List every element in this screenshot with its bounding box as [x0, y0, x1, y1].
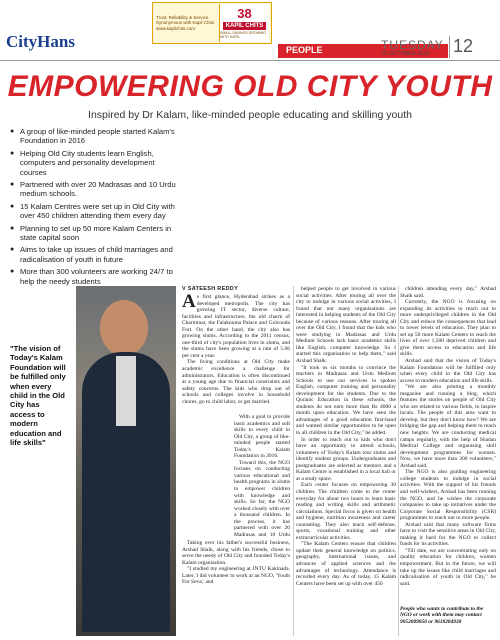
article-paragraph: The living conditions at Old City make academic excellence a challenge for administrators. Education is often discontinued at a young age due to financial constraints and safety concerns. The kids who drop out of schools and colleges involve in household chores, go to child labor, or get married.: [182, 359, 290, 405]
article-paragraph: "I studied my engineering at JNTU Kakinada. Later, I did volunteer to work at an NGO, 'Youth For Seva,' and: [182, 566, 290, 586]
section-label[interactable]: PEOPLE: [286, 45, 323, 55]
highlight-item: ● Planning to set up 50 more Kalam Centers in state capital soon: [10, 224, 182, 243]
pull-quote: "The vision of Today's Kalam Foundation will be fulfilled only when every child in the Old City has access to modern education and life skills": [10, 344, 66, 448]
highlights-list: [10, 127, 182, 289]
article-paragraph: Arshad said that many software firms have to visit the sensitive areas in Old City, making it hard for the NGO to collect funds for its activities.: [400, 521, 496, 548]
ad-tagline: SMALL SAVINGS GROWING WITH KAPIL: [220, 31, 267, 39]
article-paragraph: Toward this, the NGO focuses on conducting various educational and health programs in slums to empower children with knowledge and skills. So far, the NGO worked closely with over a thousand children. In the process, it has partnered with over 20 Madrasas and 10 Urdu: [234, 459, 290, 538]
portrait-photo: [76, 286, 176, 636]
ad-text: Trust, Reliability & Service Synonymous with Kapil Chits www.kapilchits.com: [156, 14, 215, 31]
article-paragraph: Currently, the NGO is focusing on expanding its activities to reach out to more underprivileged children in the Old City and reduce the consequences that lead to lower levels of education. They plan to set up 50 more Kalam Centers to reach the lives of over 1,500 deprived children and give them access to education and life skills.: [400, 299, 496, 358]
headline: EMPOWERING OLD CITY YOUTH: [7, 70, 493, 103]
highlight-item: ● 15 Kalam Centres were set up in Old City with over 450 children attending them every day: [10, 202, 182, 221]
article-paragraph: Each center focuses on empowering 30 children. The children come to the center everyday for about two hours to learn basic reading and writing skills and arithmetic calculations. Special focus is given on health and hygiene, nutrition awareness and career counseling. They also teach self-defense, sports, vocational training and other extracurricular activities.: [296, 482, 396, 541]
article-column-1b: [234, 414, 290, 538]
article-paragraph: The NGO is also guiding engineering college students to indulge in social activities. With the support of his friends and well-wishers, Arshad has been running the NGO, and he wishes the corporate companies to take up initiatives under the Corporate Social Responsibility (CSR) programmes to reach out to more people.: [400, 469, 496, 522]
photo-face: [100, 300, 148, 356]
article-paragraph: "We are also printing a monthly magazine and running a blog, which features the stories on people of Old City who are related to various fields, to inspire locals. The people of this area want to develop, but they don't know how? We are bridging the gap and helping them to reach new heights. We are conducting medical camps regularly, with the help of Shadan Medical College and organising skill development programmes for women. Now, we have more than 300 volunteers," Arshad said.: [400, 384, 496, 469]
article-column-1c: [182, 540, 290, 638]
article-column-2: [296, 286, 396, 638]
page-number: 12: [453, 36, 474, 56]
issue-day: TUESDAY: [381, 38, 444, 52]
article-paragraph: "Till date, we are concentrating only on quality education for children, women empowerment. But in the future, we will take up the issues like child marriages and radicalisation of youth in Old City," he said.: [400, 547, 496, 587]
article-paragraph: "It took us six months to convince the teachers in Madrasas and Urdu Medium Schools to use our services in spoken English, computer training and personality development for the students. Due to the Quranic Education in these schools, the students do not earn more than Rs 4000 a month upon education. We have seen the advantages of a good education first-hand and wanted similar opportunities to be open to all children in the Old City," he added.: [296, 364, 396, 437]
article-paragraph: children attending every day," Arshad Shaik said.: [400, 286, 496, 299]
highlight-item: ● Aims to take up issues of child marriages and radicalisation of youth in future: [10, 245, 182, 264]
masthead-rule: [0, 60, 500, 61]
photo-shirt: [116, 356, 136, 426]
byline: V SATEESH REDDY: [182, 286, 239, 292]
highlight-item: ● A group of like-minded people started Kalam's Foundation in 2016: [10, 127, 182, 146]
article-column-3: [400, 286, 496, 604]
article-paragraph: Arshad said that the vision of Today's Kalam Foundation will be fulfilled only when every child in the Old City has access to modern education and life skills.: [400, 358, 496, 384]
advertisement-banner[interactable]: [152, 2, 272, 44]
article-paragraph: helped people to get involved in various social activities. After touring all over the city to indulge in various social activities, I found that not many organisations are interested in helping students of the Old City because of various reasons. After touring all over the Old City, I found that the kids who were studying in Madrasas and Urdu Medium Schools lack basic academic skills like English, computer knowledge. So I started this organisation to help them," said Arshad Shaik.: [296, 286, 396, 365]
highlight-item: ● Partnered with over 20 Madrasas and 10 Urdu medium schools.: [10, 180, 182, 199]
masthead-divider: [449, 36, 450, 58]
drop-cap: A: [182, 294, 196, 312]
highlight-item: ● Helping Old City students learn English, computers and personality development courses: [10, 149, 182, 177]
contact-note: People who wants to contribute to the NGO or work with them may contact 9052009850 or 9618284938: [400, 606, 484, 625]
ad-badge: 38: [237, 6, 252, 21]
column-rule: [293, 286, 294, 636]
issue-date: 15 OCTOBER 2019: [381, 51, 430, 57]
ad-logo: [219, 4, 269, 42]
article-paragraph: "The Kalam Centers ensure that children update their general knowledge on politics, geography, international issues, and advances of applied sciences and the advantages of technology. Attendance is recorded every day. As of today, 15 Kalam Centers have been set up with over 450: [296, 541, 396, 587]
highlight-item: ● More than 300 volunteers are working 24/7 to help the needy students: [10, 267, 182, 286]
article-paragraph: s first glance, Hyderabad strikes as a developed metropolis. The city has growing IT sector, diverse culture, facilities and infrastructure, the old charm of Charminar, the Falaknuma Palace and Golconda Fort. On the other hand, the city also has growing slums. According to the 2011 census, one-third of city's population lives in slums, and the slums have been growing at a rate of 5.06 per cent a year.: [182, 294, 290, 359]
article-paragraph: Taking over his father's successful business, Arshad Shaik, along with his friends, chose to serve the needy of Old City and founded Today's Kalam organisation.: [182, 540, 290, 566]
column-rule: [398, 286, 399, 636]
ad-brand: KAPIL CHITS: [223, 22, 267, 30]
article-paragraph: With a goal to provide basic academics and soft skills to every child in Old City, a group of like-minded people started Today's Kalam Foundation in 2016.: [234, 414, 290, 460]
masthead: [0, 0, 500, 60]
article-paragraph: In order to reach out to kids who don't have an opportunity to attend schools, volunteers of Today's Kalam tour slums and identify student groups. Undergraduates and postgraduates are selected as mentors and a Kalam Centre is established in a local hall or at a study space.: [296, 436, 396, 482]
brand-logo[interactable]: CityHans: [6, 32, 75, 51]
article-column-1a: [182, 294, 290, 412]
subheadline: Inspired by Dr Kalam, like-minded people educating and skilling youth: [88, 109, 412, 121]
